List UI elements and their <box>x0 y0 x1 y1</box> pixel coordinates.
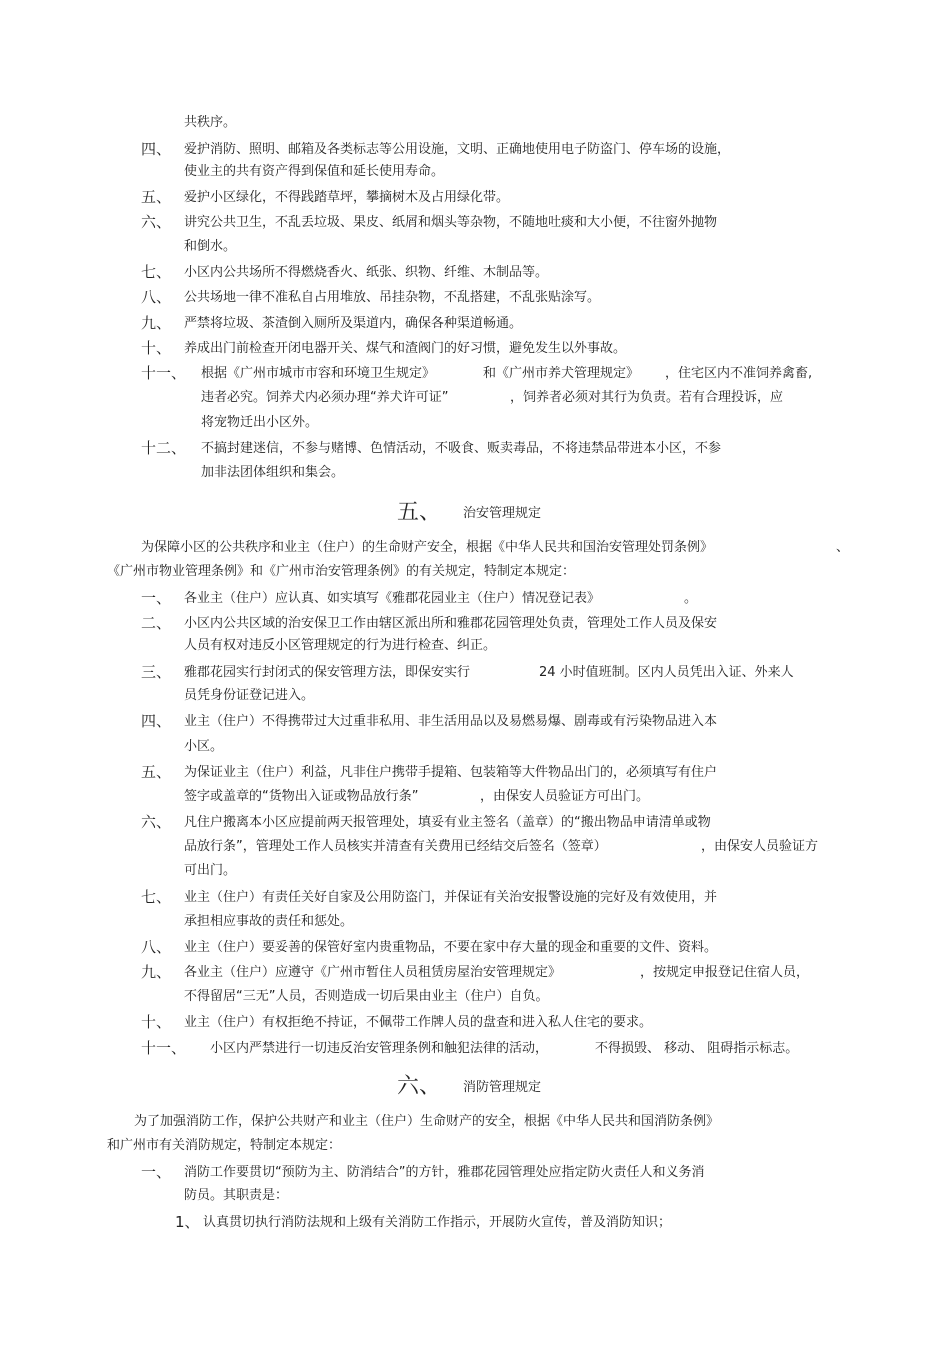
rule-text: 养成出门前检查开闭电器开关、煤气和渣阀门的好习惯，避免发生以外事故。 <box>184 341 627 356</box>
rule-text: 公共场地一律不准私自占用堆放、吊挂杂物，不乱搭建，不乱张贴涂写。 <box>184 290 601 305</box>
section-intro: 《广州市物业管理条例》和《广州市治安管理条例》的有关规定，特制定本规定： <box>107 564 576 579</box>
section-number: 六、 <box>397 1074 442 1099</box>
rule-text: 不得损毁、 移动、 阻碍指示标志。 <box>595 1041 799 1056</box>
section-number: 五、 <box>397 500 442 525</box>
rule-text: 消防工作要贯切“预防为主、防消结合”的方针，雅郡花园管理处应指定防火责任人和义务消 <box>184 1165 705 1180</box>
rule-number: 十、 <box>141 339 172 357</box>
rule-number: 一、 <box>141 1163 172 1181</box>
section-intro: 为了加强消防工作，保护公共财产和业主（住户）生命财产的安全，根据《中华人民共和国消防条例》 <box>134 1114 720 1129</box>
rule-text: 不得留居“三无”人员，否则造成一切后果由业主（住户）自负。 <box>184 989 549 1004</box>
rule-text: 讲究公共卫生，不乱丢垃圾、果皮、纸屑和烟头等杂物，不随地吐痰和大小便，不往窗外抛物 <box>184 215 718 230</box>
rule-text: 签字或盖章的“货物出入证或物品放行条” <box>184 789 419 804</box>
rule-text: 各业主（住户）应遵守《广州市暂住人员租赁房屋治安管理规定》 <box>184 965 562 980</box>
rule-text: 违者必究。饲养犬内必须办理“养犬许可证” <box>201 390 449 405</box>
rule-text: 。 <box>684 591 698 606</box>
rule-number: 八、 <box>141 938 172 956</box>
rule-text: 品放行条”，管理处工作人员核实并清查有关费用已经结交后签名（签章） <box>184 839 607 854</box>
rule-number: 十一、 <box>141 364 187 382</box>
rule-text: 为保证业主（住户）利益，凡非住户携带手提箱、包装箱等大件物品出门的，必须填写有住户 <box>184 765 718 780</box>
rule-number: 十二、 <box>141 439 187 457</box>
rule-text: 根据《广州市城市市容和环境卫生规定》 <box>201 366 436 381</box>
rule-text: ，由保安人员验证方 <box>701 839 819 854</box>
rule-number: 四、 <box>141 140 172 158</box>
rule-text: 业主（住户）有权拒绝不持证，不佩带工作牌人员的盘查和进入私人住宅的要求。 <box>184 1015 653 1030</box>
section-intro: 为保障小区的公共秩序和业主（住户）的生命财产安全，根据《中华人民共和国治安管理处罚条例》 <box>141 540 714 555</box>
rule-text: 小区内严禁进行一切违反治安管理条例和触犯法律的活动， <box>210 1041 549 1056</box>
rule-number: 二、 <box>141 614 172 632</box>
rule-number: 九、 <box>141 963 172 981</box>
rule-number: 五、 <box>141 763 172 781</box>
rule-number: 六、 <box>141 813 172 831</box>
rule-text: 防员。其职责是： <box>184 1188 289 1203</box>
rule-number: 七、 <box>141 263 172 281</box>
rule-text: 员凭身份证登记进入。 <box>184 688 315 703</box>
rule-text: 小区。 <box>184 739 224 754</box>
rule-number: 四、 <box>141 712 172 730</box>
sub-rule-text: 认真贯切执行消防法规和上级有关消防工作指示，开展防火宣传，普及消防知识； <box>203 1215 672 1230</box>
rule-text: 严禁将垃圾、茶渣倒入厕所及渠道内，确保各种渠道畅通。 <box>184 316 523 331</box>
rule-text: 各业主（住户）应认真、如实填写《雅郡花园业主（住户）情况登记表》 <box>184 591 601 606</box>
rule-text: 使业主的共有资产得到保值和延长使用寿命。 <box>184 164 445 179</box>
continued-line: 共秩序。 <box>184 115 237 130</box>
rule-text: ，按规定申报登记住宿人员， <box>640 965 810 980</box>
rule-number: 六、 <box>141 213 172 231</box>
rule-text: 可出门。 <box>184 863 237 878</box>
rule-text: 和《广州市养犬管理规定》 <box>483 366 640 381</box>
rule-text: 不搞封建迷信，不参与赌博、色情活动，不吸食、贩卖毒品，不将违禁品带进本小区，不参 <box>201 441 722 456</box>
rule-number: 一、 <box>141 589 172 607</box>
rule-text: 爱护小区绿化，不得践踏草坪，攀摘树木及占用绿化带。 <box>184 190 510 205</box>
rule-text: 凡住户搬离本小区应提前两天报管理处，填妥有业主签名（盖章）的“搬出物品申请清单或物 <box>184 815 711 830</box>
rule-number: 三、 <box>141 663 172 681</box>
rule-text: 24 小时值班制。区内人员凭出入证、外来人 <box>539 665 794 680</box>
rule-number: 八、 <box>141 288 172 306</box>
rule-text: 和倒水。 <box>184 239 237 254</box>
rule-text: 承担相应事故的责任和惩处。 <box>184 914 354 929</box>
rule-text: 小区内公共区域的治安保卫工作由辖区派出所和雅郡花园管理处负责，管理处工作人员及保安 <box>184 616 718 631</box>
rule-text: 爱护消防、照明、邮箱及各类标志等公用设施，文明、正确地使用电子防盗门、停车场的设施， <box>184 142 731 157</box>
section-title: 治安管理规定 <box>463 506 542 521</box>
rule-text: 人员有权对违反小区管理规定的行为进行检查、纠正。 <box>184 638 497 653</box>
rule-text: 业主（住户）不得携带过大过重非私用、非生活用品以及易燃易爆、剧毒或有污染物品进入本 <box>184 714 718 729</box>
rule-text: 雅郡花园实行封闭式的保安管理方法，即保安实行 <box>184 665 471 680</box>
rule-number: 十、 <box>141 1013 172 1031</box>
rule-text: 小区内公共场所不得燃烧香火、纸张、织物、纤维、木制品等。 <box>184 265 549 280</box>
rule-number: 十一、 <box>141 1039 187 1057</box>
section-intro: 和广州市有关消防规定，特制定本规定： <box>107 1138 342 1153</box>
rule-number: 七、 <box>141 888 172 906</box>
rule-text: ，饲养者必须对其行为负责。若有合理投诉，应 <box>510 390 784 405</box>
rule-text: ，由保安人员验证方可出门。 <box>480 789 650 804</box>
sub-rule-number: 1、 <box>175 1213 200 1231</box>
rule-text: ，住宅区内不准饲养禽畜, <box>665 366 813 381</box>
section-intro: 、 <box>836 540 850 555</box>
rule-text: 业主（住户）有责任关好自家及公用防盗门，并保证有关治安报警设施的完好及有效使用，并 <box>184 890 718 905</box>
rule-number: 九、 <box>141 314 172 332</box>
rule-text: 将宠物迁出小区外。 <box>201 415 319 430</box>
rule-text: 加非法团体组织和集会。 <box>201 465 345 480</box>
rule-number: 五、 <box>141 188 172 206</box>
rule-text: 业主（住户）要妥善的保管好室内贵重物品，不要在家中存大量的现金和重要的文件、资料。 <box>184 940 718 955</box>
section-title: 消防管理规定 <box>463 1080 542 1095</box>
